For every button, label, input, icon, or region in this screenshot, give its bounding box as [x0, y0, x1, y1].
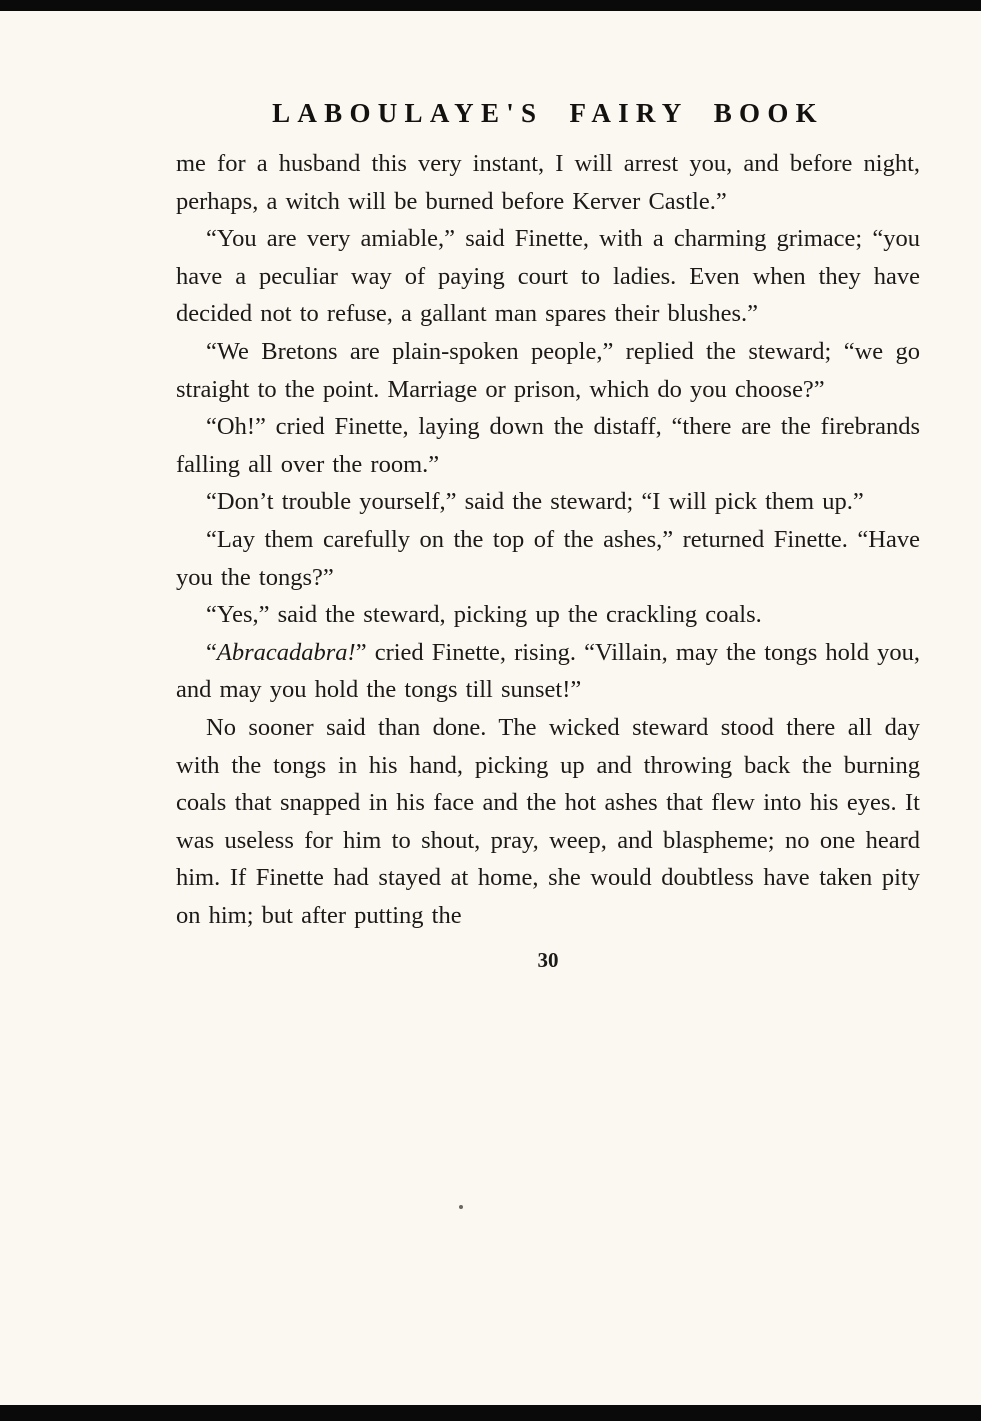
- paragraph: [176, 596, 920, 634]
- body-text: “Yes,” said the steward, picking up the crackling coals.: [206, 601, 762, 629]
- body-text: me for a husband this very instant, I will arrest you, and before night, perhaps, a witch will be burned before Kerver Castle.”: [176, 150, 920, 215]
- italic-text: Abracadabra!: [216, 638, 356, 666]
- body-text: “Oh!” cried Finette, laying down the distaff, “there are the firebrands falling all over the room.”: [176, 413, 920, 478]
- text-column: [176, 98, 920, 973]
- body-text: “Lay them carefully on the top of the ashes,” returned Finette. “Have you the tongs?”: [176, 525, 920, 591]
- paragraph: [176, 483, 920, 521]
- paragraph: [176, 145, 920, 220]
- scan-speck: [459, 1205, 463, 1209]
- body-text: “We Bretons are plain-spoken people,” replied the steward; “we go straight to the point. Marriage or prison, which do you choose?”: [176, 337, 920, 403]
- scan-artifact-top-bar: [0, 0, 981, 11]
- paragraph: [176, 333, 920, 408]
- running-head: LABOULAYE'S FAIRY BOOK: [272, 98, 824, 128]
- paragraph: [176, 408, 920, 483]
- paragraph: [176, 521, 920, 596]
- paragraph: [176, 709, 920, 935]
- text-block: [176, 145, 920, 934]
- paragraph: [176, 220, 920, 333]
- scan-artifact-bottom-bar: [0, 1405, 981, 1421]
- body-text: “Don’t trouble yourself,” said the steward; “I will pick them up.”: [206, 488, 864, 516]
- body-text: “: [206, 638, 217, 666]
- page-number: 30: [537, 948, 559, 973]
- body-text: ” cried Finette, rising. “Villain, may the tongs hold you, and may you hold the tongs till sunset!”: [176, 638, 920, 704]
- body-text: No sooner said than done. The wicked steward stood there all day with the tongs in his hand, picking up and throwing back the burning coals that snapped in his face and the hot ashes that flew into his eyes. It was useless for him to shout, pray, weep, and blaspheme; no one heard him. If Finette had stayed at home, she would doubtless have taken pity on him; but after putting the: [176, 713, 920, 929]
- body-text: “You are very amiable,” said Finette, with a charming grimace; “you have a peculiar way of paying court to ladies. Even when they have decided not to refuse, a gallant man spares their blushes.”: [176, 225, 920, 328]
- paragraph: [176, 634, 920, 709]
